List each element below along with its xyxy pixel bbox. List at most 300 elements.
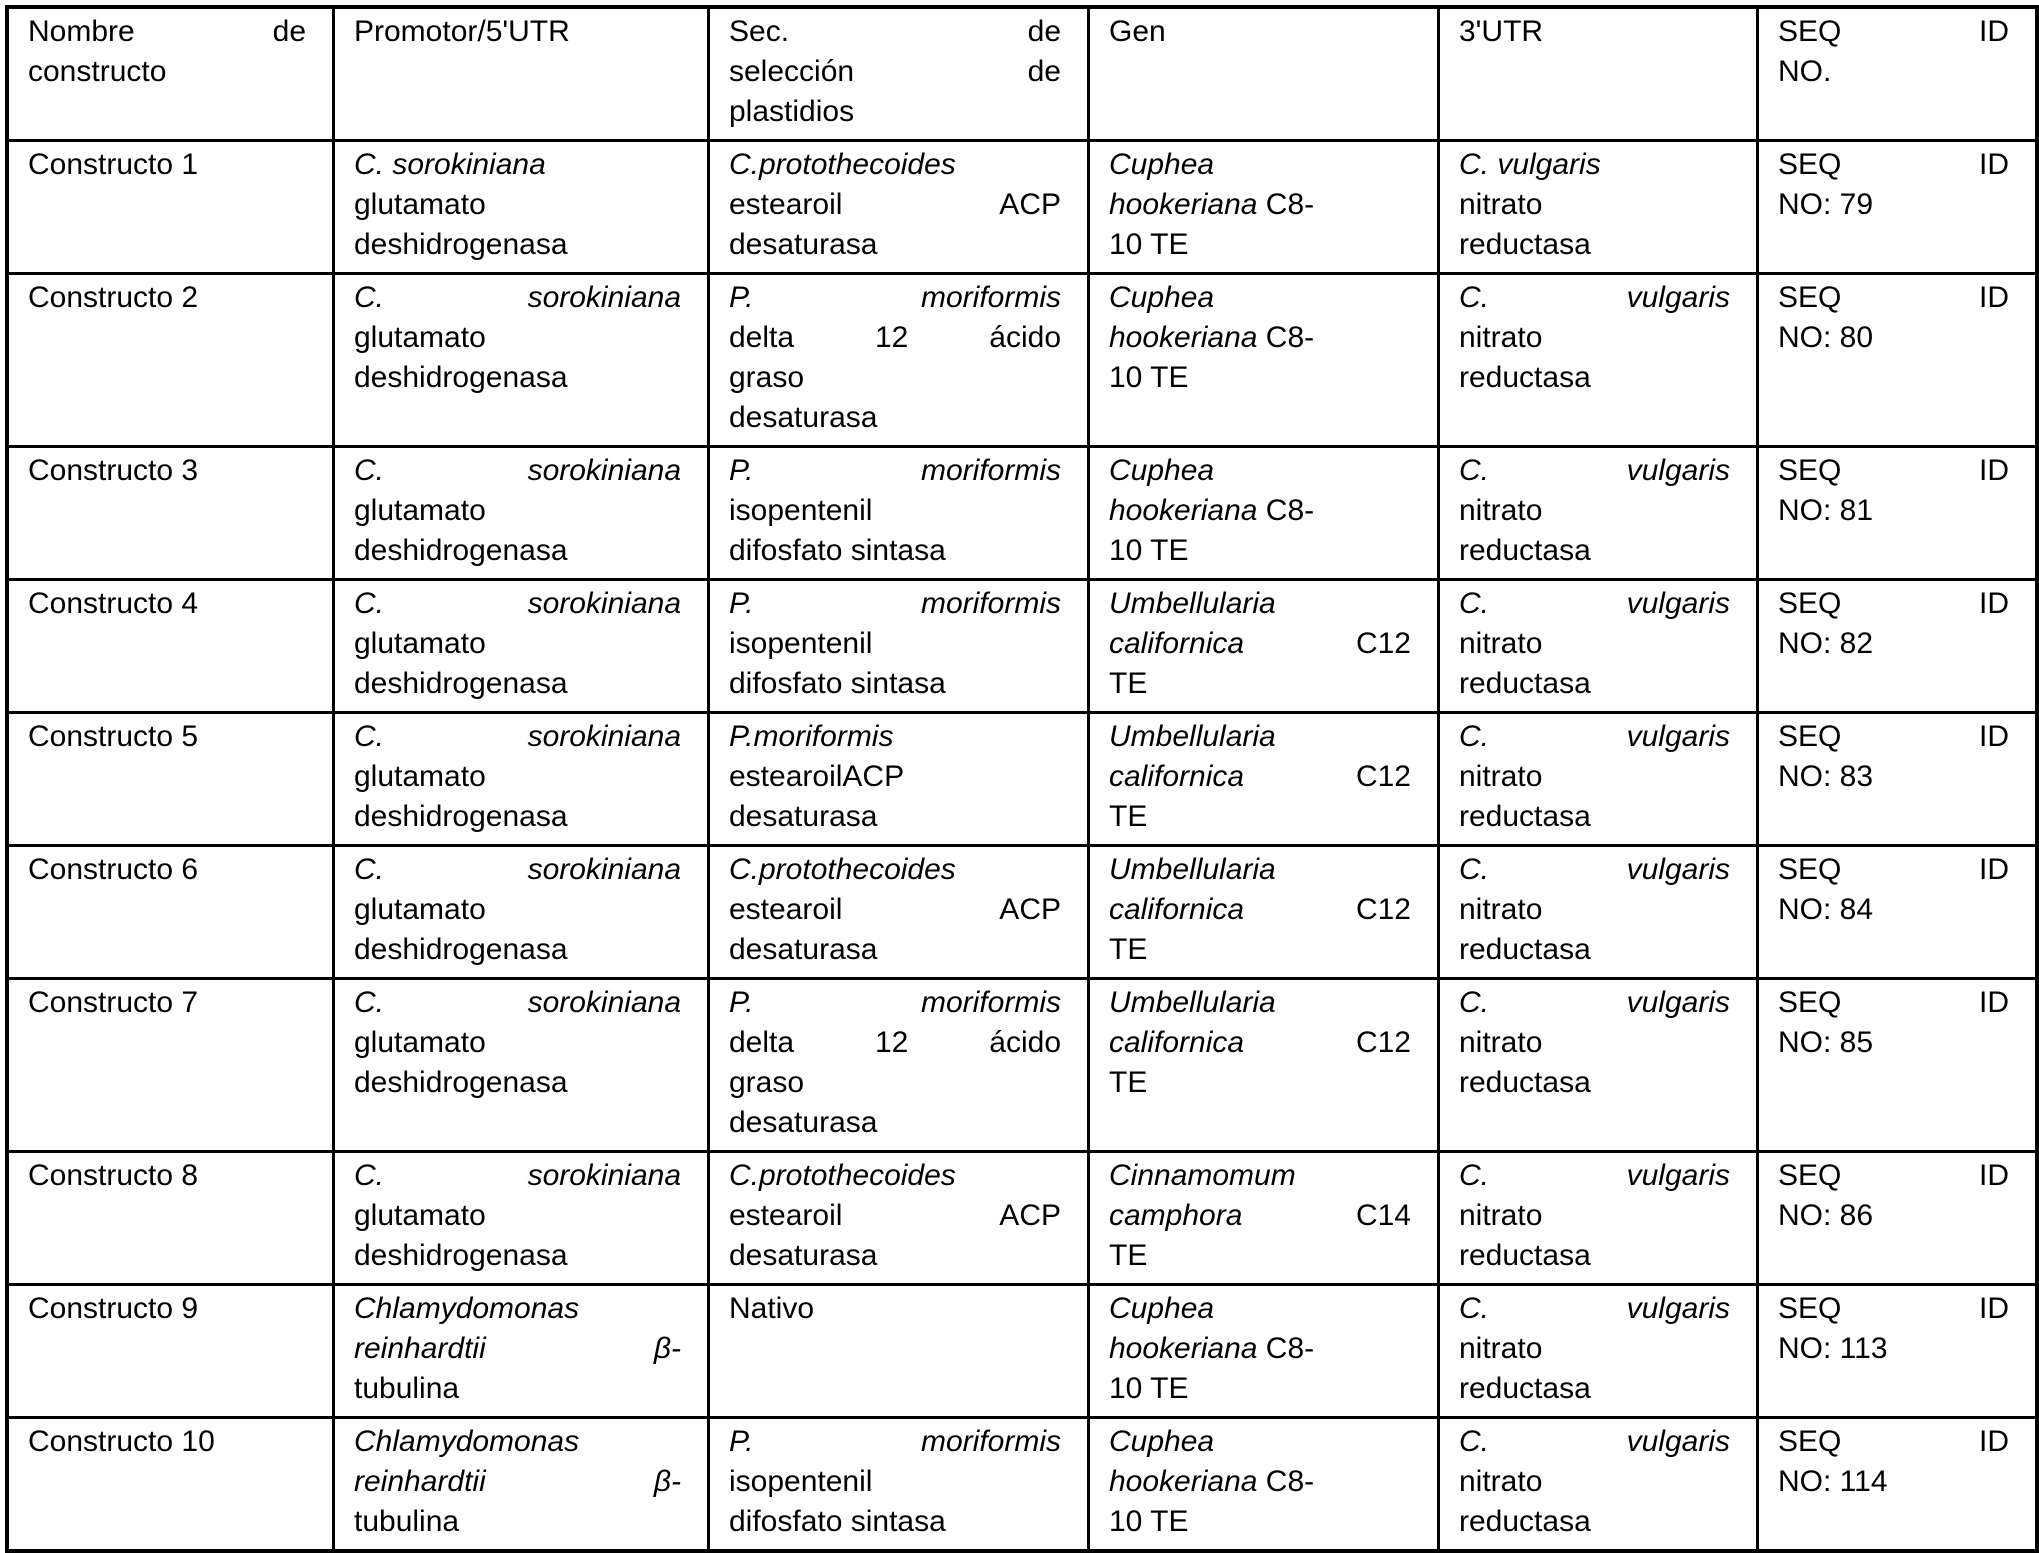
italic-text: hookeriana bbox=[1109, 494, 1266, 527]
italic-text: californica bbox=[1109, 627, 1356, 660]
cell-line bbox=[729, 1289, 1061, 1329]
italic-text: Cuphea bbox=[1109, 281, 1215, 314]
table-cell bbox=[1758, 580, 2038, 713]
text: reductasa bbox=[1459, 800, 1591, 833]
cell-line bbox=[1109, 624, 1411, 664]
text: SEQ ID bbox=[1778, 15, 2009, 48]
italic-text: reinhardtii β- bbox=[354, 1332, 681, 1365]
table-row bbox=[7, 1418, 2037, 1552]
cell-line bbox=[1459, 318, 1730, 358]
cell-line bbox=[1109, 1236, 1411, 1276]
cell-line bbox=[1459, 983, 1730, 1023]
cell-line bbox=[729, 1156, 1061, 1196]
table-body bbox=[7, 141, 2037, 1552]
italic-text: Cuphea bbox=[1109, 454, 1215, 487]
cell-line bbox=[1778, 491, 2009, 531]
cell-line bbox=[729, 890, 1061, 930]
italic-text: C.protothecoides bbox=[729, 853, 956, 886]
table-cell bbox=[1089, 846, 1439, 979]
cell-line bbox=[1459, 145, 1730, 185]
italic-text: reinhardtii β- bbox=[354, 1465, 681, 1498]
text: delta 12 ácido bbox=[729, 1026, 1061, 1059]
cell-line bbox=[729, 278, 1061, 318]
italic-text: C. sorokiniana bbox=[354, 587, 681, 620]
text: reductasa bbox=[1459, 534, 1591, 567]
cell-line bbox=[1459, 185, 1730, 225]
text: deshidrogenasa bbox=[354, 1239, 568, 1272]
table-cell bbox=[709, 713, 1089, 846]
text: tubulina bbox=[354, 1372, 460, 1405]
cell-line bbox=[1109, 890, 1411, 930]
cell-line bbox=[354, 358, 681, 398]
cell-line bbox=[1778, 451, 2009, 491]
cell-line bbox=[354, 624, 681, 664]
table-cell bbox=[1439, 447, 1758, 580]
table-cell bbox=[7, 447, 334, 580]
cell-line bbox=[354, 451, 681, 491]
text: nitrato bbox=[1459, 188, 1543, 221]
table-cell bbox=[1089, 1418, 1439, 1552]
text: 10 TE bbox=[1109, 361, 1189, 394]
table-cell bbox=[334, 447, 709, 580]
text: deshidrogenasa bbox=[354, 534, 568, 567]
text: delta 12 ácido bbox=[729, 321, 1061, 354]
table-cell bbox=[709, 274, 1089, 447]
italic-text: hookeriana bbox=[1109, 188, 1266, 221]
text: C8- bbox=[1265, 1332, 1315, 1365]
header-cell bbox=[1758, 7, 2038, 141]
cell-line bbox=[1459, 757, 1730, 797]
table-row bbox=[7, 713, 2037, 846]
cell-line bbox=[354, 584, 681, 624]
cell-line bbox=[354, 12, 681, 52]
italic-text: C. sorokiniana bbox=[354, 281, 681, 314]
table-cell bbox=[1758, 447, 2038, 580]
cell-line bbox=[729, 664, 1061, 704]
text: desaturasa bbox=[729, 401, 878, 434]
cell-line bbox=[1778, 890, 2009, 930]
italic-text: californica bbox=[1109, 1026, 1356, 1059]
table-cell bbox=[7, 580, 334, 713]
text: SEQ ID bbox=[1778, 281, 2009, 314]
cell-line bbox=[1459, 358, 1730, 398]
text: Constructo 9 bbox=[28, 1292, 199, 1325]
italic-text: C. vulgaris bbox=[1459, 986, 1730, 1019]
cell-line bbox=[1778, 1196, 2009, 1236]
text: estearoil ACP bbox=[729, 188, 1061, 221]
cell-line bbox=[1778, 1422, 2009, 1462]
cell-line bbox=[1459, 1462, 1730, 1502]
table-header bbox=[7, 7, 2037, 141]
cell-line bbox=[1459, 850, 1730, 890]
text: reductasa bbox=[1459, 933, 1591, 966]
cell-line bbox=[354, 1329, 681, 1369]
text: nitrato bbox=[1459, 893, 1543, 926]
header-row bbox=[7, 7, 2037, 141]
cell-line bbox=[729, 52, 1061, 92]
cell-line bbox=[1459, 1369, 1730, 1409]
cell-line bbox=[1109, 531, 1411, 571]
text: NO: 86 bbox=[1778, 1199, 1874, 1232]
cell-line bbox=[354, 983, 681, 1023]
cell-line bbox=[1459, 1236, 1730, 1276]
italic-text: C. sorokiniana bbox=[354, 986, 681, 1019]
cell-line bbox=[729, 1103, 1061, 1143]
table-cell bbox=[1089, 141, 1439, 274]
cell-line bbox=[1778, 52, 2009, 92]
text: C8- bbox=[1265, 321, 1315, 354]
text: graso bbox=[729, 361, 805, 394]
cell-line bbox=[1459, 1023, 1730, 1063]
cell-line bbox=[1459, 531, 1730, 571]
header-cell bbox=[1089, 7, 1439, 141]
constructs-table bbox=[5, 5, 2039, 1553]
table-cell bbox=[1439, 713, 1758, 846]
italic-text: Umbellularia bbox=[1109, 986, 1276, 1019]
text: difosfato sintasa bbox=[729, 667, 946, 700]
italic-text: californica bbox=[1109, 893, 1356, 926]
text: Constructo 7 bbox=[28, 986, 199, 1019]
cell-line bbox=[729, 930, 1061, 970]
cell-line bbox=[1109, 1289, 1411, 1329]
cell-line bbox=[354, 225, 681, 265]
text: nitrato bbox=[1459, 494, 1543, 527]
cell-line bbox=[1778, 1156, 2009, 1196]
cell-line bbox=[28, 451, 306, 491]
cell-line bbox=[1459, 890, 1730, 930]
cell-line bbox=[354, 930, 681, 970]
table-cell bbox=[1758, 713, 2038, 846]
table-cell bbox=[1439, 1285, 1758, 1418]
table-cell bbox=[7, 141, 334, 274]
text: SEQ ID bbox=[1778, 986, 2009, 1019]
italic-text: P. moriformis bbox=[729, 454, 1061, 487]
cell-line bbox=[1459, 12, 1730, 52]
cell-line bbox=[1459, 1063, 1730, 1103]
cell-line bbox=[1109, 664, 1411, 704]
text: SEQ ID bbox=[1778, 853, 2009, 886]
text: Constructo 2 bbox=[28, 281, 199, 314]
text: glutamato bbox=[354, 1199, 486, 1232]
table-cell bbox=[334, 713, 709, 846]
table-cell bbox=[1758, 141, 2038, 274]
text: desaturasa bbox=[729, 1106, 878, 1139]
text: 3'UTR bbox=[1459, 15, 1544, 48]
cell-line bbox=[354, 1156, 681, 1196]
text: tubulina bbox=[354, 1505, 460, 1538]
table-cell bbox=[1439, 1152, 1758, 1285]
cell-line bbox=[729, 185, 1061, 225]
cell-line bbox=[1459, 664, 1730, 704]
cell-line bbox=[1778, 1462, 2009, 1502]
text: C12 bbox=[1355, 627, 1411, 660]
cell-line bbox=[729, 1462, 1061, 1502]
cell-line bbox=[28, 584, 306, 624]
table-cell bbox=[1089, 274, 1439, 447]
table-row bbox=[7, 580, 2037, 713]
text: 10 TE bbox=[1109, 1505, 1189, 1538]
cell-line bbox=[1778, 1329, 2009, 1369]
text: desaturasa bbox=[729, 933, 878, 966]
italic-text: californica bbox=[1109, 760, 1356, 793]
text: SEQ ID bbox=[1778, 1292, 2009, 1325]
text: SEQ ID bbox=[1778, 1425, 2009, 1458]
cell-line bbox=[1109, 1422, 1411, 1462]
text: NO: 84 bbox=[1778, 893, 1874, 926]
text: selección de bbox=[729, 55, 1061, 88]
cell-line bbox=[729, 358, 1061, 398]
text: reductasa bbox=[1459, 1239, 1591, 1272]
italic-text: hookeriana bbox=[1109, 1465, 1266, 1498]
cell-line bbox=[729, 1502, 1061, 1542]
cell-line bbox=[729, 451, 1061, 491]
cell-line bbox=[354, 1289, 681, 1329]
text: Constructo 5 bbox=[28, 720, 199, 753]
table-cell bbox=[7, 1152, 334, 1285]
text: NO: 83 bbox=[1778, 760, 1874, 793]
text: glutamato bbox=[354, 321, 486, 354]
text: SEQ ID bbox=[1778, 1159, 2009, 1192]
text: deshidrogenasa bbox=[354, 361, 568, 394]
cell-line bbox=[354, 531, 681, 571]
text: nitrato bbox=[1459, 1465, 1543, 1498]
header-cell bbox=[334, 7, 709, 141]
cell-line bbox=[729, 398, 1061, 438]
cell-line bbox=[729, 1063, 1061, 1103]
text: C8- bbox=[1265, 1465, 1315, 1498]
italic-text: Umbellularia bbox=[1109, 720, 1276, 753]
text: nitrato bbox=[1459, 1199, 1543, 1232]
cell-line bbox=[354, 278, 681, 318]
italic-text: C. vulgaris bbox=[1459, 1425, 1730, 1458]
cell-line bbox=[1778, 12, 2009, 52]
text: SEQ ID bbox=[1778, 148, 2009, 181]
cell-line bbox=[729, 225, 1061, 265]
italic-text: Umbellularia bbox=[1109, 853, 1276, 886]
cell-line bbox=[28, 1422, 306, 1462]
text: difosfato sintasa bbox=[729, 534, 946, 567]
italic-text: P. moriformis bbox=[729, 281, 1061, 314]
text: SEQ ID bbox=[1778, 587, 2009, 620]
text: TE bbox=[1109, 1239, 1148, 1272]
italic-text: Cuphea bbox=[1109, 148, 1215, 181]
table-cell bbox=[1089, 1285, 1439, 1418]
table-cell bbox=[1089, 1152, 1439, 1285]
cell-line bbox=[729, 491, 1061, 531]
cell-line bbox=[354, 145, 681, 185]
text: Constructo 1 bbox=[28, 148, 199, 181]
table-cell bbox=[7, 1285, 334, 1418]
cell-line bbox=[1459, 1196, 1730, 1236]
table-row bbox=[7, 1152, 2037, 1285]
cell-line bbox=[729, 92, 1061, 132]
cell-line bbox=[1778, 1023, 2009, 1063]
cell-line bbox=[1109, 1462, 1411, 1502]
cell-line bbox=[1109, 1063, 1411, 1103]
text: deshidrogenasa bbox=[354, 800, 568, 833]
cell-line bbox=[1778, 624, 2009, 664]
cell-line bbox=[1459, 1289, 1730, 1329]
cell-line bbox=[28, 1289, 306, 1329]
italic-text: C. vulgaris bbox=[1459, 281, 1730, 314]
cell-line bbox=[354, 1196, 681, 1236]
text: TE bbox=[1109, 933, 1148, 966]
table-cell bbox=[1439, 846, 1758, 979]
table-cell bbox=[709, 1152, 1089, 1285]
table-cell bbox=[709, 141, 1089, 274]
text: reductasa bbox=[1459, 228, 1591, 261]
italic-text: C. vulgaris bbox=[1459, 148, 1601, 181]
cell-line bbox=[1109, 584, 1411, 624]
cell-line bbox=[354, 850, 681, 890]
cell-line bbox=[729, 1196, 1061, 1236]
italic-text: C. vulgaris bbox=[1459, 853, 1730, 886]
cell-line bbox=[354, 491, 681, 531]
table-cell bbox=[1758, 1285, 2038, 1418]
table-cell bbox=[334, 846, 709, 979]
italic-text: P. moriformis bbox=[729, 1425, 1061, 1458]
cell-line bbox=[354, 1236, 681, 1276]
cell-line bbox=[729, 531, 1061, 571]
italic-text: C. vulgaris bbox=[1459, 1292, 1730, 1325]
cell-line bbox=[729, 12, 1061, 52]
text: estearoil ACP bbox=[729, 1199, 1061, 1232]
cell-line bbox=[1109, 1156, 1411, 1196]
italic-text: camphora bbox=[1109, 1199, 1356, 1232]
text: isopentenil bbox=[729, 494, 873, 527]
cell-line bbox=[354, 185, 681, 225]
header-cell bbox=[7, 7, 334, 141]
text: Gen bbox=[1109, 15, 1166, 48]
italic-text: C. sorokiniana bbox=[354, 853, 681, 886]
cell-line bbox=[354, 757, 681, 797]
cell-line bbox=[1109, 358, 1411, 398]
cell-line bbox=[1778, 145, 2009, 185]
italic-text: C.protothecoides bbox=[729, 148, 956, 181]
text: C8- bbox=[1265, 494, 1315, 527]
text: Sec. de bbox=[729, 15, 1061, 48]
italic-text: C. sorokiniana bbox=[354, 720, 681, 753]
text: Constructo 10 bbox=[28, 1425, 215, 1458]
italic-text: hookeriana bbox=[1109, 1332, 1266, 1365]
text: C12 bbox=[1355, 893, 1411, 926]
table-cell bbox=[709, 846, 1089, 979]
cell-line bbox=[1109, 757, 1411, 797]
text: C8- bbox=[1265, 188, 1315, 221]
table-cell bbox=[334, 274, 709, 447]
text: Constructo 4 bbox=[28, 587, 199, 620]
table-cell bbox=[334, 1152, 709, 1285]
text: glutamato bbox=[354, 188, 486, 221]
cell-line bbox=[354, 1369, 681, 1409]
text: nitrato bbox=[1459, 627, 1543, 660]
table-cell bbox=[709, 580, 1089, 713]
table-cell bbox=[709, 1285, 1089, 1418]
italic-text: hookeriana bbox=[1109, 321, 1266, 354]
cell-line bbox=[354, 890, 681, 930]
header-cell bbox=[1439, 7, 1758, 141]
table-cell bbox=[709, 447, 1089, 580]
table-cell bbox=[1089, 979, 1439, 1152]
cell-line bbox=[1459, 225, 1730, 265]
text: isopentenil bbox=[729, 1465, 873, 1498]
italic-text: C. sorokiniana bbox=[354, 454, 681, 487]
cell-line bbox=[1109, 225, 1411, 265]
text: estearoil ACP bbox=[729, 893, 1061, 926]
cell-line bbox=[1109, 318, 1411, 358]
text: graso bbox=[729, 1066, 805, 1099]
cell-line bbox=[729, 850, 1061, 890]
cell-line bbox=[28, 1156, 306, 1196]
text: Constructo 8 bbox=[28, 1159, 199, 1192]
table-cell bbox=[7, 979, 334, 1152]
italic-text: C.protothecoides bbox=[729, 1159, 956, 1192]
italic-text: C. sorokiniana bbox=[354, 148, 546, 181]
text: 10 TE bbox=[1109, 534, 1189, 567]
italic-text: C. vulgaris bbox=[1459, 1159, 1730, 1192]
cell-line bbox=[729, 1422, 1061, 1462]
italic-text: P.moriformis bbox=[729, 720, 894, 753]
cell-line bbox=[28, 145, 306, 185]
cell-line bbox=[1109, 491, 1411, 531]
text: desaturasa bbox=[729, 1239, 878, 1272]
text: Nombre de bbox=[28, 15, 306, 48]
text: NO: 80 bbox=[1778, 321, 1874, 354]
italic-text: P. moriformis bbox=[729, 587, 1061, 620]
cell-line bbox=[1459, 584, 1730, 624]
italic-text: C. vulgaris bbox=[1459, 587, 1730, 620]
cell-line bbox=[1109, 278, 1411, 318]
text: reductasa bbox=[1459, 1066, 1591, 1099]
italic-text: C. vulgaris bbox=[1459, 720, 1730, 753]
cell-line bbox=[729, 797, 1061, 837]
text: NO: 81 bbox=[1778, 494, 1874, 527]
text: difosfato sintasa bbox=[729, 1505, 946, 1538]
text: nitrato bbox=[1459, 760, 1543, 793]
cell-line bbox=[28, 52, 306, 92]
cell-line bbox=[1778, 278, 2009, 318]
italic-text: P. moriformis bbox=[729, 986, 1061, 1019]
cell-line bbox=[1109, 1329, 1411, 1369]
table-row bbox=[7, 1285, 2037, 1418]
cell-line bbox=[1778, 717, 2009, 757]
cell-line bbox=[1778, 584, 2009, 624]
cell-line bbox=[1459, 1502, 1730, 1542]
cell-line bbox=[1109, 1369, 1411, 1409]
table-cell bbox=[1758, 274, 2038, 447]
cell-line bbox=[729, 1236, 1061, 1276]
table-cell bbox=[1758, 846, 2038, 979]
text: SEQ ID bbox=[1778, 454, 2009, 487]
text: glutamato bbox=[354, 627, 486, 660]
cell-line bbox=[354, 1063, 681, 1103]
table-cell bbox=[7, 1418, 334, 1552]
text: constructo bbox=[28, 55, 167, 88]
table-cell bbox=[7, 846, 334, 979]
cell-line bbox=[354, 717, 681, 757]
italic-text: Cinnamomum bbox=[1109, 1159, 1296, 1192]
text: 10 TE bbox=[1109, 228, 1189, 261]
table-cell bbox=[1758, 1418, 2038, 1552]
cell-line bbox=[1109, 12, 1411, 52]
header-cell bbox=[709, 7, 1089, 141]
table-cell bbox=[1439, 1418, 1758, 1552]
table-cell bbox=[334, 141, 709, 274]
cell-line bbox=[1459, 717, 1730, 757]
text: Nativo bbox=[729, 1292, 815, 1325]
table-row bbox=[7, 846, 2037, 979]
text: deshidrogenasa bbox=[354, 1066, 568, 1099]
